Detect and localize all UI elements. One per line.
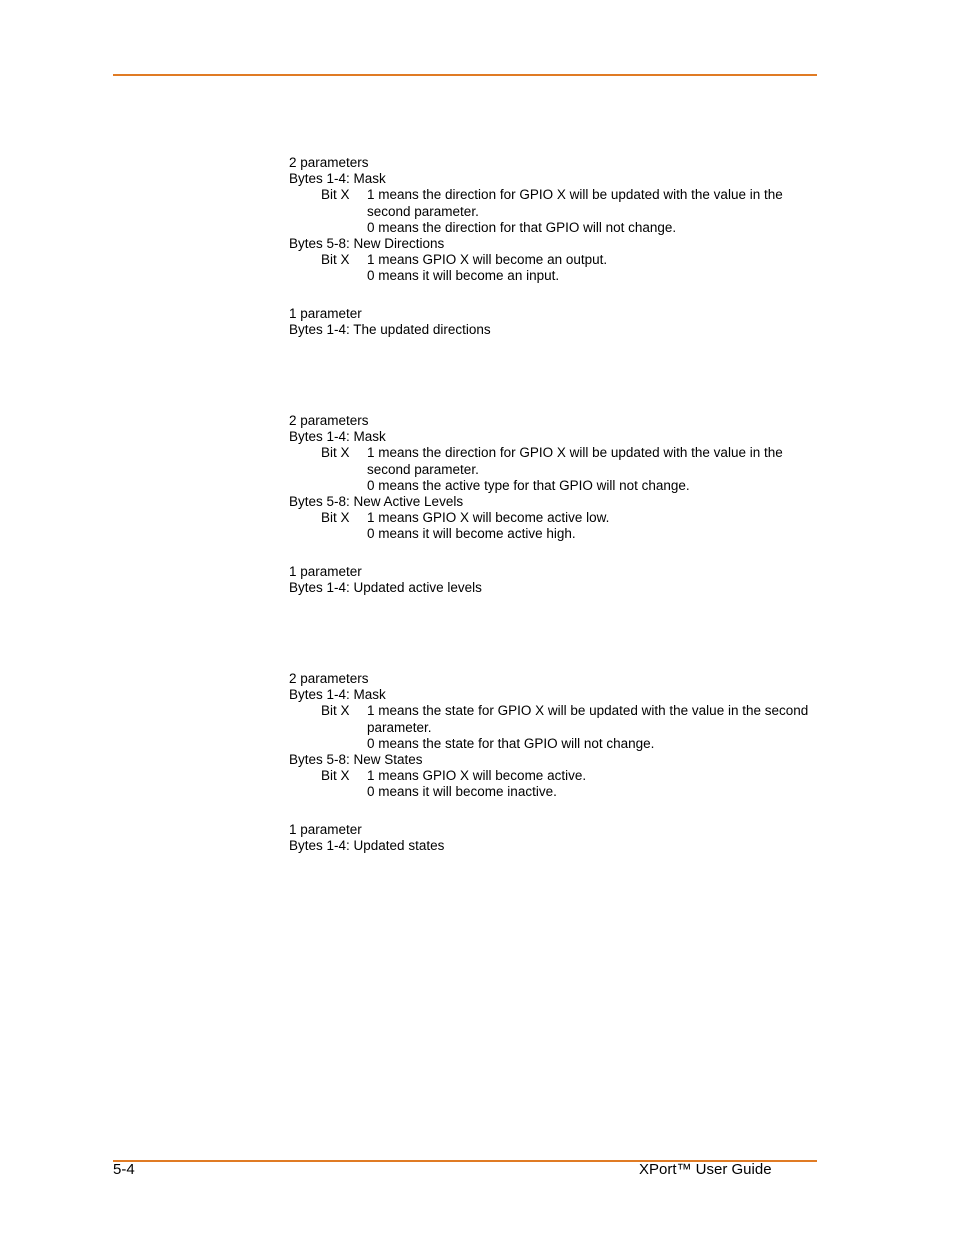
response-parameter-label: Bytes 1-4: The updated directions xyxy=(289,321,491,337)
mask-parameter-label: Bytes 1-4: Mask xyxy=(289,687,386,703)
value-bit-description xyxy=(289,768,829,784)
bit-description-line: 1 means the direction for GPIO X will be updated with the value in the second parameter. xyxy=(367,187,783,219)
section-set-active-levels xyxy=(289,413,829,596)
request-parameter-count: 2 parameters xyxy=(289,671,369,686)
section-set-directions xyxy=(289,155,829,338)
bit-description-line: 1 means the direction for GPIO X will be updated with the value in the second parameter. xyxy=(367,445,783,477)
page-number: 5-4 xyxy=(113,1161,135,1178)
bit-label: Bit X xyxy=(321,187,350,203)
bit-description-line: 0 means the direction for that GPIO will not change. xyxy=(367,219,677,235)
response-parameter-label: Bytes 1-4: Updated active levels xyxy=(289,579,482,595)
mask-bit-description xyxy=(289,703,829,735)
value-bit-description xyxy=(289,510,829,526)
bit-description-line: 1 means GPIO X will become active low. xyxy=(367,510,610,526)
response-parameter-count: 1 parameter xyxy=(289,563,362,579)
section-set-states xyxy=(289,671,829,854)
mask-bit-description xyxy=(289,187,829,219)
bit-description-line: 0 means the state for that GPIO will not change. xyxy=(367,735,655,751)
request-parameter-count: 2 parameters xyxy=(289,413,369,428)
header-rule xyxy=(113,74,817,76)
mask-bit-description xyxy=(289,445,829,477)
bit-description-line: 0 means it will become active high. xyxy=(367,526,576,542)
response-parameter-count: 1 parameter xyxy=(289,821,362,837)
value-bit-description xyxy=(289,252,829,268)
bit-label: Bit X xyxy=(321,252,350,268)
bit-description-line: 1 means GPIO X will become an output. xyxy=(367,252,608,268)
bit-description-line: 1 means GPIO X will become active. xyxy=(367,768,587,784)
request-parameter-count: 2 parameters xyxy=(289,155,369,170)
bit-label: Bit X xyxy=(321,768,350,784)
mask-parameter-label: Bytes 1-4: Mask xyxy=(289,429,386,445)
bit-description-line: 0 means the active type for that GPIO will not change. xyxy=(367,477,690,493)
bit-description-line: 0 means it will become inactive. xyxy=(367,784,557,800)
response-parameter-label: Bytes 1-4: Updated states xyxy=(289,837,445,853)
bit-description-line: 1 means the state for GPIO X will be updated with the value in the second parameter. xyxy=(367,703,809,735)
document-title: XPort™ User Guide xyxy=(639,1161,772,1178)
mask-parameter-label: Bytes 1-4: Mask xyxy=(289,171,386,187)
value-parameter-label: Bytes 5-8: New Active Levels xyxy=(289,494,464,510)
bit-label: Bit X xyxy=(321,445,350,461)
response-parameter-count: 1 parameter xyxy=(289,305,362,321)
value-parameter-label: Bytes 5-8: New States xyxy=(289,752,423,768)
value-parameter-label: Bytes 5-8: New Directions xyxy=(289,236,445,252)
bit-description-line: 0 means it will become an input. xyxy=(367,268,560,284)
bit-label: Bit X xyxy=(321,703,350,719)
bit-label: Bit X xyxy=(321,510,350,526)
